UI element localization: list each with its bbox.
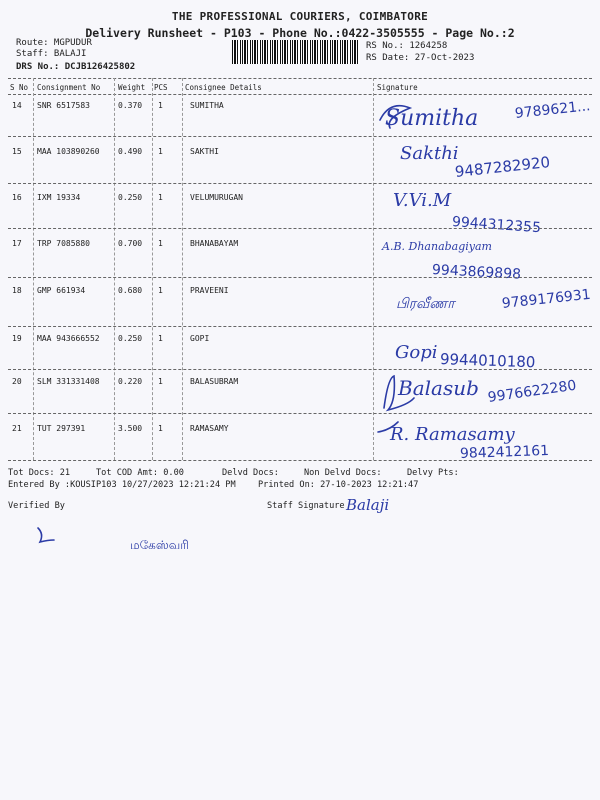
row-sno: 16 [12,193,22,202]
row-pcs: 1 [158,239,163,248]
row-consignment: SLM 331331408 [37,377,100,386]
row-sno: 17 [12,239,22,248]
delvd-docs: Delvd Docs: [222,468,279,478]
table-bottom-rule [8,460,592,461]
col-header-pcs: PCS [154,83,168,92]
tot-docs: Tot Docs: 21 [8,468,71,478]
row-phone: 9487282920 [454,153,551,181]
row-consignee: PRAVEENI [190,286,229,295]
row-rule [8,369,592,370]
row-sno: 20 [12,377,22,386]
row-rule [8,228,592,229]
staff-signature-hand: Balaji [346,496,390,514]
non-delvd-docs: Non Delvd Docs: [304,468,382,478]
table-top-rule [8,78,592,79]
row-sno: 15 [12,147,22,156]
verified-by-label: Verified By [8,501,65,511]
row-phone: 9789176931 [501,286,592,312]
entered-by: Entered By :KOUSIP103 10/27/2023 12:21:24 PM [8,480,236,490]
row-consignee: SUMITHA [190,101,224,110]
col-header-consignment: Consignment No [37,83,101,92]
company-title: THE PROFESSIONAL COURIERS, COIMBATORE [171,10,429,23]
row-phone: 9944010180 [439,350,536,372]
row-signature: A.B. Dhanabagiyam [382,240,492,253]
row-signature: பிரவீணா [396,296,455,312]
row-consignment: TUT 297391 [37,424,86,433]
row-consignee: RAMASAMY [190,424,229,433]
row-consignee: VELUMURUGAN [190,193,243,202]
row-rule [8,326,592,327]
route-label: Route: MGPUDUR [16,38,92,48]
row-weight: 0.680 [118,286,143,295]
row-weight: 0.250 [118,193,143,202]
printed-on: Printed On: 27-10-2023 12:21:47 [258,480,419,490]
row-sno: 14 [12,101,22,110]
row-signature: Sumitha [385,106,479,131]
row-consignment: IXM 19334 [37,193,81,202]
row-weight: 0.250 [118,334,143,343]
drs-number: DRS No.: DCJB126425802 [16,62,136,72]
row-consignment: TRP 7085880 [37,239,90,248]
col-header-weight: Weight [118,83,146,92]
row-pcs: 1 [158,193,163,202]
row-weight: 0.700 [118,239,143,248]
delvy-pts: Delvy Pts: [407,468,459,478]
row-signature: Sakthi [400,143,459,164]
row-weight: 0.220 [118,377,143,386]
rs-number: RS No.: 1264258 [366,41,448,51]
row-phone: 9976622280 [486,377,578,406]
row-signature: Balasub [398,376,479,400]
row-rule [8,413,592,414]
row-signature: Gopi [395,342,438,363]
row-pcs: 1 [158,286,163,295]
verifier-signature: மகேஸ்வரி [130,538,189,552]
row-phone: 9944312355 [451,214,542,237]
col-header-consignee: Consignee Details [185,83,262,92]
row-phone: 9842412161 [459,442,550,462]
row-pcs: 1 [158,101,163,110]
row-consignment: GMP 661934 [37,286,86,295]
runsheet-title: Delivery Runsheet - P103 - Phone No.:0422-3505555 - Page No.:2 [85,26,515,40]
staff-label: Staff: BALAJI [16,49,87,59]
row-signature: V.Vi.M [393,190,452,211]
staff-signature-label: Staff Signature [267,501,345,511]
row-weight: 3.500 [118,424,143,433]
row-phone: 9943869898 [431,262,522,283]
col-header-signature: Signature [377,83,418,92]
row-consignment: MAA 103890260 [37,147,100,156]
row-rule [8,136,592,137]
row-consignee: GOPI [190,334,210,343]
row-sno: 18 [12,286,22,295]
row-consignee: SAKTHI [190,147,219,156]
tot-cod-amount: Tot COD Amt: 0.00 [96,468,184,478]
row-pcs: 1 [158,424,163,433]
row-consignment: SNR 6517583 [37,101,90,110]
row-weight: 0.490 [118,147,143,156]
row-sno: 21 [12,424,22,433]
row-pcs: 1 [158,147,163,156]
header-rule [8,94,592,95]
row-consignee: BHANABAYAM [190,239,239,248]
row-consignment: MAA 943666552 [37,334,100,343]
rs-date: RS Date: 27-Oct-2023 [366,53,475,63]
col-header-sno: S No [10,83,29,92]
barcode [232,40,360,64]
row-pcs: 1 [158,377,163,386]
row-rule [8,277,592,278]
row-pcs: 1 [158,334,163,343]
row-rule [8,183,592,184]
row-signature: R. Ramasamy [390,424,515,445]
row-phone: 9789621... [514,98,592,122]
row-weight: 0.370 [118,101,143,110]
verify-mark [30,520,110,550]
row-consignee: BALASUBRAM [190,377,239,386]
row-sno: 19 [12,334,22,343]
